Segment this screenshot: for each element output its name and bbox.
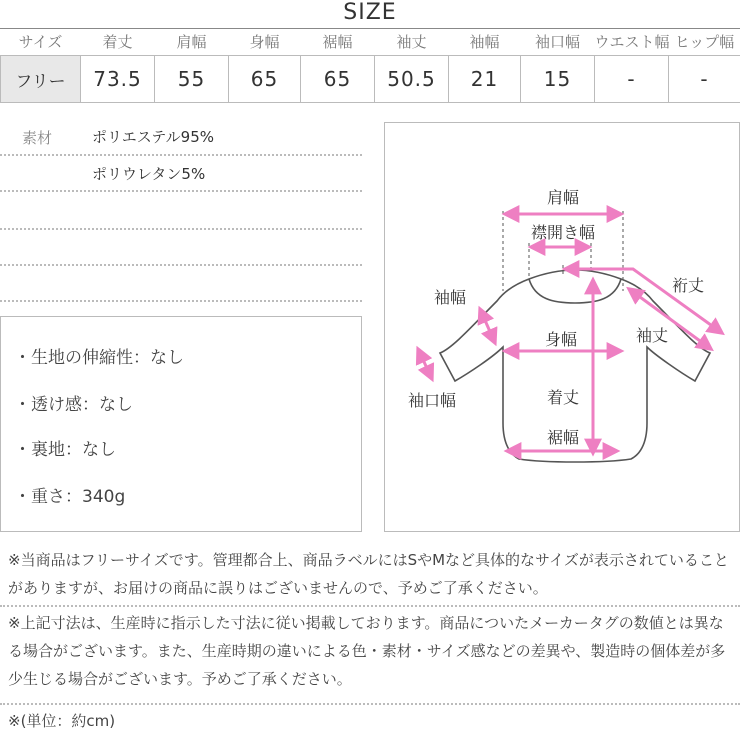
hip-width-cell: - xyxy=(669,56,740,103)
header-length: 着丈 xyxy=(102,33,133,51)
cuff-label: 袖口幅 xyxy=(407,391,457,410)
material-value-2: ポリウレタン5% xyxy=(92,165,206,183)
unit-note: ※(単位：約cm) xyxy=(8,712,116,730)
material-label: 素材 xyxy=(22,129,53,147)
header-sleeve-width: 袖幅 xyxy=(469,33,500,51)
note-divider xyxy=(0,605,740,607)
note-divider xyxy=(0,703,740,705)
sleeve-length-cell: 50.5 xyxy=(375,56,449,103)
body-width-label: 身幅 xyxy=(544,330,578,349)
stretch-property: ・生地の伸縮性：なし xyxy=(14,348,184,368)
waist-width-cell: - xyxy=(595,56,669,103)
sleeve-width-cell: 21 xyxy=(449,56,521,103)
header-hem-width: 裾幅 xyxy=(322,33,353,51)
material-row-empty xyxy=(0,194,362,230)
length-label: 着丈 xyxy=(546,388,580,407)
weight-property: ・重さ：340g xyxy=(14,487,126,507)
shoulder-cell: 55 xyxy=(155,56,229,103)
header-hip-width: ヒップ幅 xyxy=(674,33,735,51)
size-title: SIZE xyxy=(343,0,397,25)
material-row-empty xyxy=(0,230,362,266)
material-row-empty xyxy=(0,266,362,302)
lining-property: ・裏地：なし xyxy=(14,440,116,460)
shoulder-label: 肩幅 xyxy=(546,188,580,207)
sheerness-property: ・透け感：なし xyxy=(14,395,133,415)
measurement-diagram xyxy=(384,122,740,532)
hem-label: 裾幅 xyxy=(546,428,580,447)
free-size-note: ※当商品はフリーサイズです。管理都合上、商品ラベルにはSやMなど具体的なサイズが表示されていることがありますが、お届けの商品に誤りはございませんので、予めご了承ください。 xyxy=(8,551,729,597)
body-width-cell: 65 xyxy=(229,56,301,103)
header-body-width: 身幅 xyxy=(249,33,280,51)
material-value-1: ポリエステル95% xyxy=(92,128,214,146)
length-cell: 73.5 xyxy=(81,56,155,103)
garment-diagram xyxy=(385,123,739,531)
cuff-arrow xyxy=(418,349,432,379)
header-cuff-width: 袖口幅 xyxy=(534,33,580,51)
cuff-width-cell: 15 xyxy=(521,56,595,103)
hem-width-cell: 65 xyxy=(301,56,375,103)
size-label-cell: フリー xyxy=(1,56,81,103)
header-sleeve-length: 袖丈 xyxy=(396,33,427,51)
header-size: サイズ xyxy=(18,33,63,51)
measurement-note: ※上記寸法は、生産時に指示した寸法に従い掲載しております。商品についたメーカータグの数値とは異なる場合がございます。また、生産時期の違いによる色・素材・サイズ感などの差異や、製造時の個体差が多少生じる場合がございます。予めご了承ください。 xyxy=(8,614,726,688)
sleeve-width-label: 袖幅 xyxy=(433,288,467,307)
sleeve-length-label: 袖丈 xyxy=(635,326,669,345)
table-row xyxy=(1,56,740,103)
size-table-header xyxy=(1,28,740,56)
neck-label: 襟開き幅 xyxy=(530,223,596,242)
header-waist-width: ウエスト幅 xyxy=(594,33,670,51)
yuki-label: 裄丈 xyxy=(671,276,705,295)
header-shoulder: 肩幅 xyxy=(176,33,207,51)
size-table xyxy=(0,28,740,103)
